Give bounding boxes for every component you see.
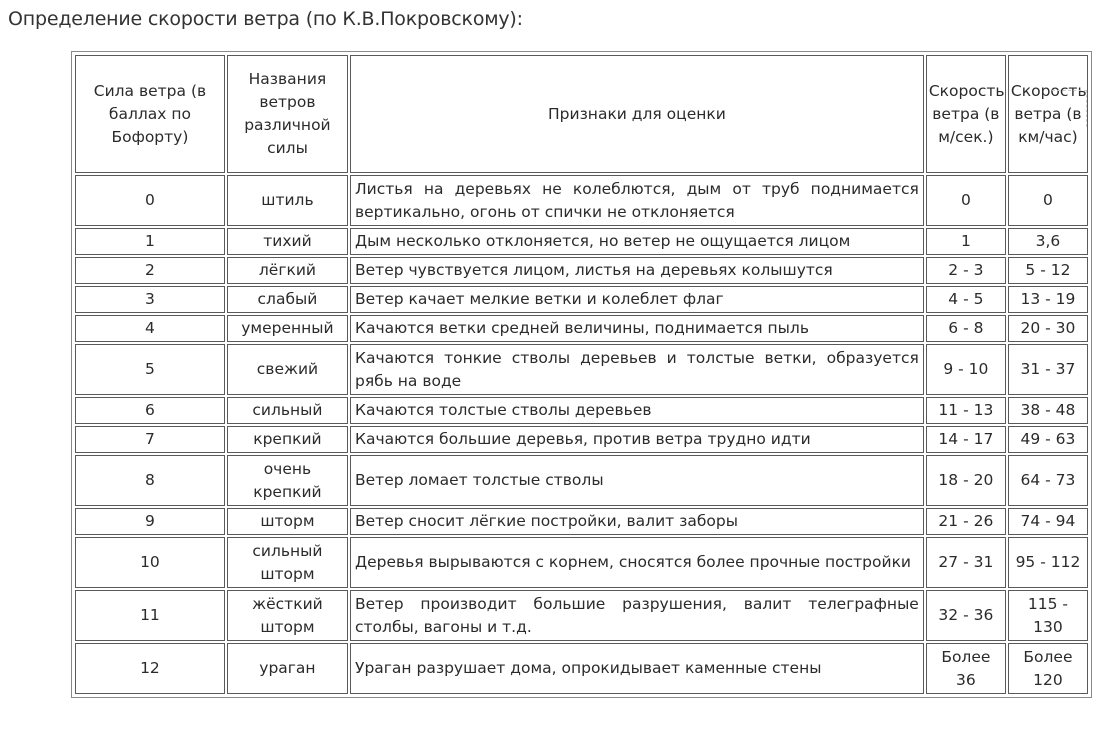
header-signs: Признаки для оценки <box>350 55 924 173</box>
signs-cell: Качаются тонкие стволы деревьев и толстые ветки, образуется рябь на воде <box>350 344 924 395</box>
signs-cell: Ветер ломает толстые стволы <box>350 455 924 506</box>
speed-ms-cell: 6 - 8 <box>926 315 1006 342</box>
table-row <box>75 537 1088 588</box>
table-header-row <box>75 55 1088 173</box>
force-cell: 4 <box>75 315 225 342</box>
speed-kmh-cell: 3,6 <box>1008 228 1088 255</box>
signs-cell: Ураган разрушает дома, опрокидывает каменные стены <box>350 643 924 694</box>
signs-cell: Ветер качает мелкие ветки и колеблет флаг <box>350 286 924 313</box>
wind-name-cell: крепкий <box>227 426 348 453</box>
speed-ms-cell: 18 - 20 <box>926 455 1006 506</box>
header-force: Сила ветра (в баллах по Бофорту) <box>75 55 225 173</box>
speed-kmh-cell: 115 - 130 <box>1008 590 1088 641</box>
force-cell: 2 <box>75 257 225 284</box>
force-cell: 7 <box>75 426 225 453</box>
speed-kmh-cell: 64 - 73 <box>1008 455 1088 506</box>
wind-name-cell: свежий <box>227 344 348 395</box>
wind-name-cell: жёсткий шторм <box>227 590 348 641</box>
page-title: Определение скорости ветра (по К.В.Покровскому): <box>8 8 523 30</box>
speed-kmh-cell: 38 - 48 <box>1008 397 1088 424</box>
table-row <box>75 643 1088 694</box>
force-cell: 0 <box>75 175 225 226</box>
speed-ms-cell: 4 - 5 <box>926 286 1006 313</box>
signs-cell: Листья на деревьях не колеблются, дым от труб поднимается вертикально, огонь от спички не отклоняется <box>350 175 924 226</box>
speed-ms-cell: 2 - 3 <box>926 257 1006 284</box>
wind-name-cell: тихий <box>227 228 348 255</box>
table-row <box>75 286 1088 313</box>
signs-cell: Качаются большие деревья, против ветра трудно идти <box>350 426 924 453</box>
table-row <box>75 315 1088 342</box>
wind-speed-table-container <box>71 51 1092 698</box>
wind-name-cell: сильный <box>227 397 348 424</box>
speed-ms-cell: 14 - 17 <box>926 426 1006 453</box>
wind-name-cell: шторм <box>227 508 348 535</box>
header-speed-ms: Скорость ветра (в м/сек.) <box>926 55 1006 173</box>
table-row <box>75 397 1088 424</box>
force-cell: 11 <box>75 590 225 641</box>
table-row <box>75 590 1088 641</box>
signs-cell: Ветер сносит лёгкие постройки, валит заборы <box>350 508 924 535</box>
signs-cell: Качаются толстые стволы деревьев <box>350 397 924 424</box>
wind-name-cell: умеренный <box>227 315 348 342</box>
wind-name-cell: ураган <box>227 643 348 694</box>
signs-cell: Деревья вырываются с корнем, сносятся более прочные постройки <box>350 537 924 588</box>
wind-name-cell: штиль <box>227 175 348 226</box>
signs-cell: Ветер производит большие разрушения, валит телеграфные столбы, вагоны и т.д. <box>350 590 924 641</box>
speed-ms-cell: 1 <box>926 228 1006 255</box>
force-cell: 8 <box>75 455 225 506</box>
wind-name-cell: слабый <box>227 286 348 313</box>
force-cell: 1 <box>75 228 225 255</box>
speed-kmh-cell: 31 - 37 <box>1008 344 1088 395</box>
speed-ms-cell: 0 <box>926 175 1006 226</box>
wind-name-cell: очень крепкий <box>227 455 348 506</box>
table-row <box>75 228 1088 255</box>
speed-ms-cell: 21 - 26 <box>926 508 1006 535</box>
header-wind-name: Названия ветров различной силы <box>227 55 348 173</box>
table-row <box>75 344 1088 395</box>
signs-cell: Дым несколько отклоняется, но ветер не ощущается лицом <box>350 228 924 255</box>
signs-cell: Качаются ветки средней величины, поднимается пыль <box>350 315 924 342</box>
force-cell: 6 <box>75 397 225 424</box>
speed-kmh-cell: 13 - 19 <box>1008 286 1088 313</box>
speed-kmh-cell: Более 120 <box>1008 643 1088 694</box>
wind-speed-table <box>73 53 1090 696</box>
table-body <box>75 175 1088 694</box>
table-row <box>75 257 1088 284</box>
wind-name-cell: лёгкий <box>227 257 348 284</box>
table-row <box>75 455 1088 506</box>
speed-ms-cell: 9 - 10 <box>926 344 1006 395</box>
table-row <box>75 426 1088 453</box>
table-row <box>75 175 1088 226</box>
wind-name-cell: сильный шторм <box>227 537 348 588</box>
force-cell: 9 <box>75 508 225 535</box>
force-cell: 3 <box>75 286 225 313</box>
force-cell: 5 <box>75 344 225 395</box>
signs-cell: Ветер чувствуется лицом, листья на деревьях колышутся <box>350 257 924 284</box>
header-speed-kmh: Скорость ветра (в км/час) <box>1008 55 1088 173</box>
speed-kmh-cell: 20 - 30 <box>1008 315 1088 342</box>
force-cell: 10 <box>75 537 225 588</box>
speed-ms-cell: 27 - 31 <box>926 537 1006 588</box>
force-cell: 12 <box>75 643 225 694</box>
speed-kmh-cell: 74 - 94 <box>1008 508 1088 535</box>
table-row <box>75 508 1088 535</box>
speed-kmh-cell: 95 - 112 <box>1008 537 1088 588</box>
speed-kmh-cell: 5 - 12 <box>1008 257 1088 284</box>
speed-ms-cell: 11 - 13 <box>926 397 1006 424</box>
speed-kmh-cell: 49 - 63 <box>1008 426 1088 453</box>
speed-kmh-cell: 0 <box>1008 175 1088 226</box>
speed-ms-cell: 32 - 36 <box>926 590 1006 641</box>
speed-ms-cell: Более 36 <box>926 643 1006 694</box>
